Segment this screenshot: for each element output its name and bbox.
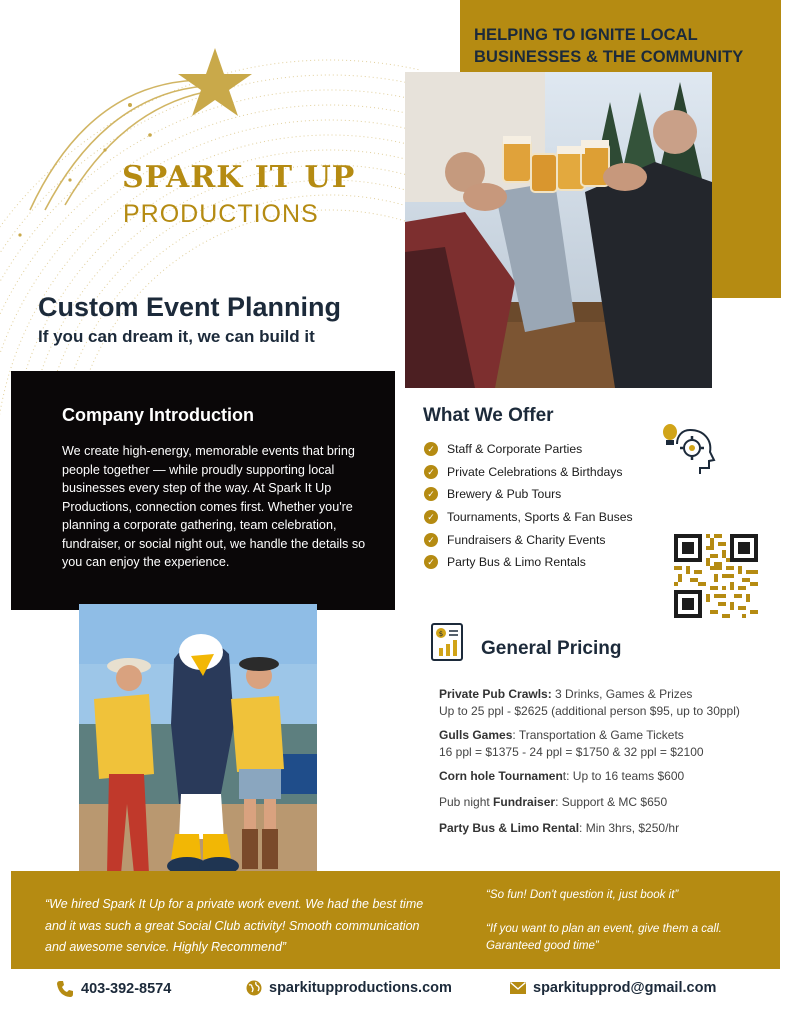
banner-text: HELPING TO IGNITE LOCAL BUSINESSES & THE COMMUNITY: [474, 26, 744, 66]
pricing-list: [439, 686, 779, 837]
list-item: ✓ Private Celebrations & Birthdays: [424, 461, 633, 484]
price-pub-night: Pub night Fundraiser: Support & MC $650: [439, 795, 668, 809]
contact-email[interactable]: sparkitupprod@gmail.com: [510, 980, 716, 996]
qr-code[interactable]: [674, 534, 758, 618]
list-item: ✓ Party Bus & Limo Rentals: [424, 551, 633, 574]
intro-body: We create high-energy, memorable events that bring people together — while proudly supporting local businesses every step of the way. At Spark It Up Productions, connection comes first. Whether you're planning a corporate gathering, team celebration, fundraiser, or social night out, we handle the details so you can enjoy the experience.: [62, 444, 366, 569]
pricing-title: General Pricing: [481, 638, 622, 659]
mascot-photo: [79, 604, 317, 884]
head-gear-icon: [660, 422, 716, 474]
globe-icon: [246, 980, 262, 996]
pricing-chart-icon: [427, 621, 469, 663]
svg-text:$: $: [438, 630, 444, 638]
brand-subname: PRODUCTIONS: [123, 200, 319, 228]
list-item: ✓ Brewery & Pub Tours: [424, 483, 633, 506]
check-icon: ✓: [424, 465, 438, 479]
check-icon: ✓: [424, 487, 438, 501]
price-pub-crawls: Private Pub Crawls: 3 Drinks, Games & Prizes: [439, 687, 693, 701]
price-party-bus: Party Bus & Limo Rental: Min 3hrs, $250/hr: [439, 821, 680, 835]
list-item: ✓ Fundraisers & Charity Events: [424, 528, 633, 551]
testimonial-main: “We hired Spark It Up for a private work event. We had the best time and it was such a great Social Club activity! Smooth communication and awesome service. Highly Recommend”: [45, 897, 424, 954]
hero-photo-toast: [405, 72, 712, 388]
check-icon: ✓: [424, 442, 438, 456]
price-cornhole: Corn hole Tournament: Up to 16 teams $600: [439, 769, 685, 783]
offers-title: What We Offer: [423, 405, 554, 426]
mail-icon: [510, 982, 526, 994]
phone-icon: [56, 980, 74, 998]
list-item: ✓ Tournaments, Sports & Fan Buses: [424, 506, 633, 529]
check-icon: ✓: [424, 555, 438, 569]
testimonial-third: “If you want to plan an event, give them a call. Garanteed good time”: [486, 922, 722, 952]
tagline: If you can dream it, we can build it: [38, 327, 315, 346]
testimonial-second: “So fun! Don't question it, just book it”: [486, 888, 679, 901]
list-item: ✓ Staff & Corporate Parties: [424, 438, 633, 461]
check-icon: ✓: [424, 510, 438, 524]
price-pub-crawls-detail: Up to 25 ppl - $2625 (additional person $95, up to 30ppl): [439, 704, 740, 718]
intro-title: Company Introduction: [62, 405, 254, 425]
offers-list: [424, 438, 633, 574]
price-gulls-games: Gulls Games: Transportation & Game Tickets: [439, 728, 684, 742]
check-icon: ✓: [424, 533, 438, 547]
brand-name: SPARK IT UP: [122, 160, 356, 195]
contact-website[interactable]: sparkitupproductions.com: [246, 980, 452, 996]
page-title: Custom Event Planning: [38, 292, 342, 322]
price-gulls-games-detail: 16 ppl = $1375 - 24 ppl = $1750 & 32 ppl = $2100: [439, 745, 704, 759]
contact-phone[interactable]: 403-392-8574: [56, 980, 171, 998]
